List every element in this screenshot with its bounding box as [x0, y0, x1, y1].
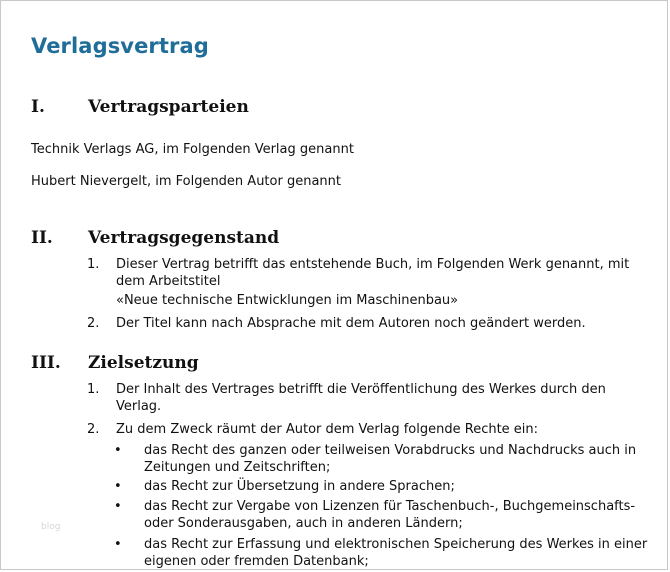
section-heading-2: [31, 228, 279, 248]
text-line: das Recht zur Erfassung und elektronischen Speicherung des Werkes in einer: [144, 537, 648, 552]
text-line: Der Inhalt des Vertrages betrifft die Veröffentlichung des Werkes durch den: [116, 382, 606, 397]
bullet-icon: •: [114, 537, 122, 552]
list-number: 2.: [87, 316, 100, 331]
section-title: Zielsetzung: [88, 353, 199, 373]
list-text: [116, 421, 656, 438]
bullet-icon: •: [114, 443, 122, 458]
text-line: eigenen oder fremden Datenbank;: [144, 554, 369, 569]
text-line: Zeitungen und Zeitschriften;: [144, 460, 331, 475]
list-text: [116, 381, 656, 415]
list-text: [116, 256, 656, 309]
section-title: Vertragsparteien: [88, 97, 249, 117]
list-number: 2.: [87, 422, 100, 437]
list-number: 1.: [87, 257, 100, 272]
text-line: das Recht zur Übersetzung in andere Sprachen;: [144, 479, 455, 494]
list-number: 1.: [87, 382, 100, 397]
bullet-icon: •: [114, 479, 122, 494]
text-line: das Recht zur Vergabe von Lizenzen für Taschenbuch-, Buchgemeinschafts-: [144, 499, 636, 514]
bullet-icon: •: [114, 499, 122, 514]
text-line: Verlag.: [116, 399, 162, 414]
section-number: I.: [31, 97, 45, 117]
working-title: «Neue technische Entwicklungen im Maschinenbau»: [116, 293, 459, 308]
bullet-text: [144, 442, 664, 476]
watermark: blog: [41, 522, 61, 532]
bullet-text: [144, 498, 664, 532]
section-number: III.: [31, 353, 61, 373]
bullet-text: [144, 478, 664, 495]
text-line: Zu dem Zweck räumt der Autor dem Verlag folgende Rechte ein:: [116, 422, 539, 437]
bullet-text: [144, 536, 664, 570]
document-title: Verlagsvertrag: [31, 34, 209, 58]
text-line: das Recht des ganzen oder teilweisen Vorabdrucks und Nachdrucks auch in: [144, 443, 637, 458]
section-heading-3: [31, 353, 199, 373]
party-publisher: Technik Verlags AG, im Folgenden Verlag genannt: [31, 142, 354, 157]
text-line: dem Arbeitstitel: [116, 274, 221, 289]
section-title: Vertragsgegenstand: [88, 228, 280, 248]
party-author: Hubert Nievergelt, im Folgenden Autor genannt: [31, 174, 341, 189]
section-number: II.: [31, 228, 53, 248]
section-heading-1: [31, 97, 249, 117]
list-text: [116, 315, 656, 332]
text-line: Dieser Vertrag betrifft das entstehende Buch, im Folgenden Werk genannt, mit: [116, 257, 630, 272]
text-line: Der Titel kann nach Absprache mit dem Autoren noch geändert werden.: [116, 316, 586, 331]
text-line: oder Sonderausgaben, auch in anderen Ländern;: [144, 516, 463, 531]
